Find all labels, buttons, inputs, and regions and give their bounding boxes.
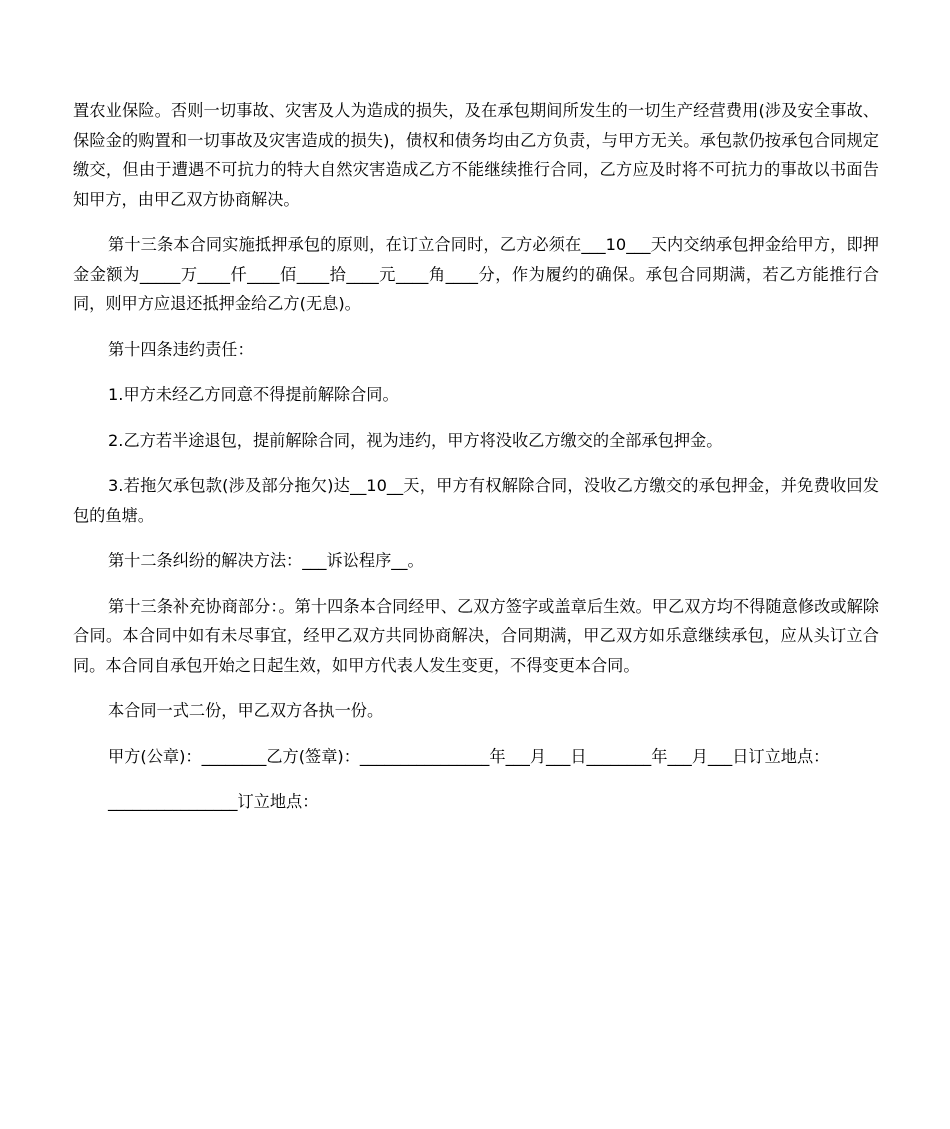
paragraph-article-13-deposit: 第十三条本合同实施抵押承包的原则，在订立合同时，乙方必须在___10___天内交纳承包押金给甲方，即押金金额为_____万____仟____佰____拾____元____角____分，作为履约的确保。承包合同期满，若乙方能推行合同，则甲方应退还抵押金给乙方(无息)。 [73,235,879,313]
paragraph-breach-item-2: 2.乙方若半途退包，提前解除合同，视为违约，甲方将没收乙方缴交的全部承包押金。 [108,430,723,450]
paragraph-signing-place: ________________订立地点： [108,792,319,811]
document-page [73,96,879,833]
paragraph-insurance-liability: 置农业保险。否则一切事故、灾害及人为造成的损失，及在承包期间所发生的一切生产经营费用(涉及安全事故、保险金的购置和一切事故及灾害造成的损失)，债权和债务均由乙方负责，与甲方无关。承包款仍按承包合同规定缴交，但由于遭遇不可抗力的特大自然灾害造成乙方不能继续推行合同，乙方应及时将不可抗力的事故以书面告知甲方，由甲乙双方协商解决。 [73,101,879,209]
paragraph-signature-line: 甲方(公章)：________乙方(签章)：________________年___月___日________年___月___日订立地点： [108,746,830,766]
paragraph-dispute-resolution: 第十二条纠纷的解决方法：___诉讼程序__。 [108,551,424,570]
paragraph-breach-item-1: 1.甲方未经乙方同意不得提前解除合同。 [108,385,399,404]
paragraph-copies: 本合同一式二份，甲乙双方各执一份。 [108,701,384,720]
paragraph-article-14-heading: 第十四条违约责任： [108,339,254,359]
paragraph-breach-item-3: 3.若拖欠承包款(涉及部分拖欠)达__10__天，甲方有权解除合同，没收乙方缴交的承包押金，并免费收回发包的鱼塘。 [73,476,879,525]
paragraph-supplementary-terms: 第十三条补充协商部分：。第十四条本合同经甲、乙双方签字或盖章后生效。甲乙双方均不得随意修改或解除合同。本合同中如有未尽事宜，经甲乙双方共同协商解决，合同期满，甲乙双方如乐意继续承包，应从头订立合同。本合同自承包开始之日起生效，如甲方代表人发生变更，不得变更本合同。 [73,596,879,675]
